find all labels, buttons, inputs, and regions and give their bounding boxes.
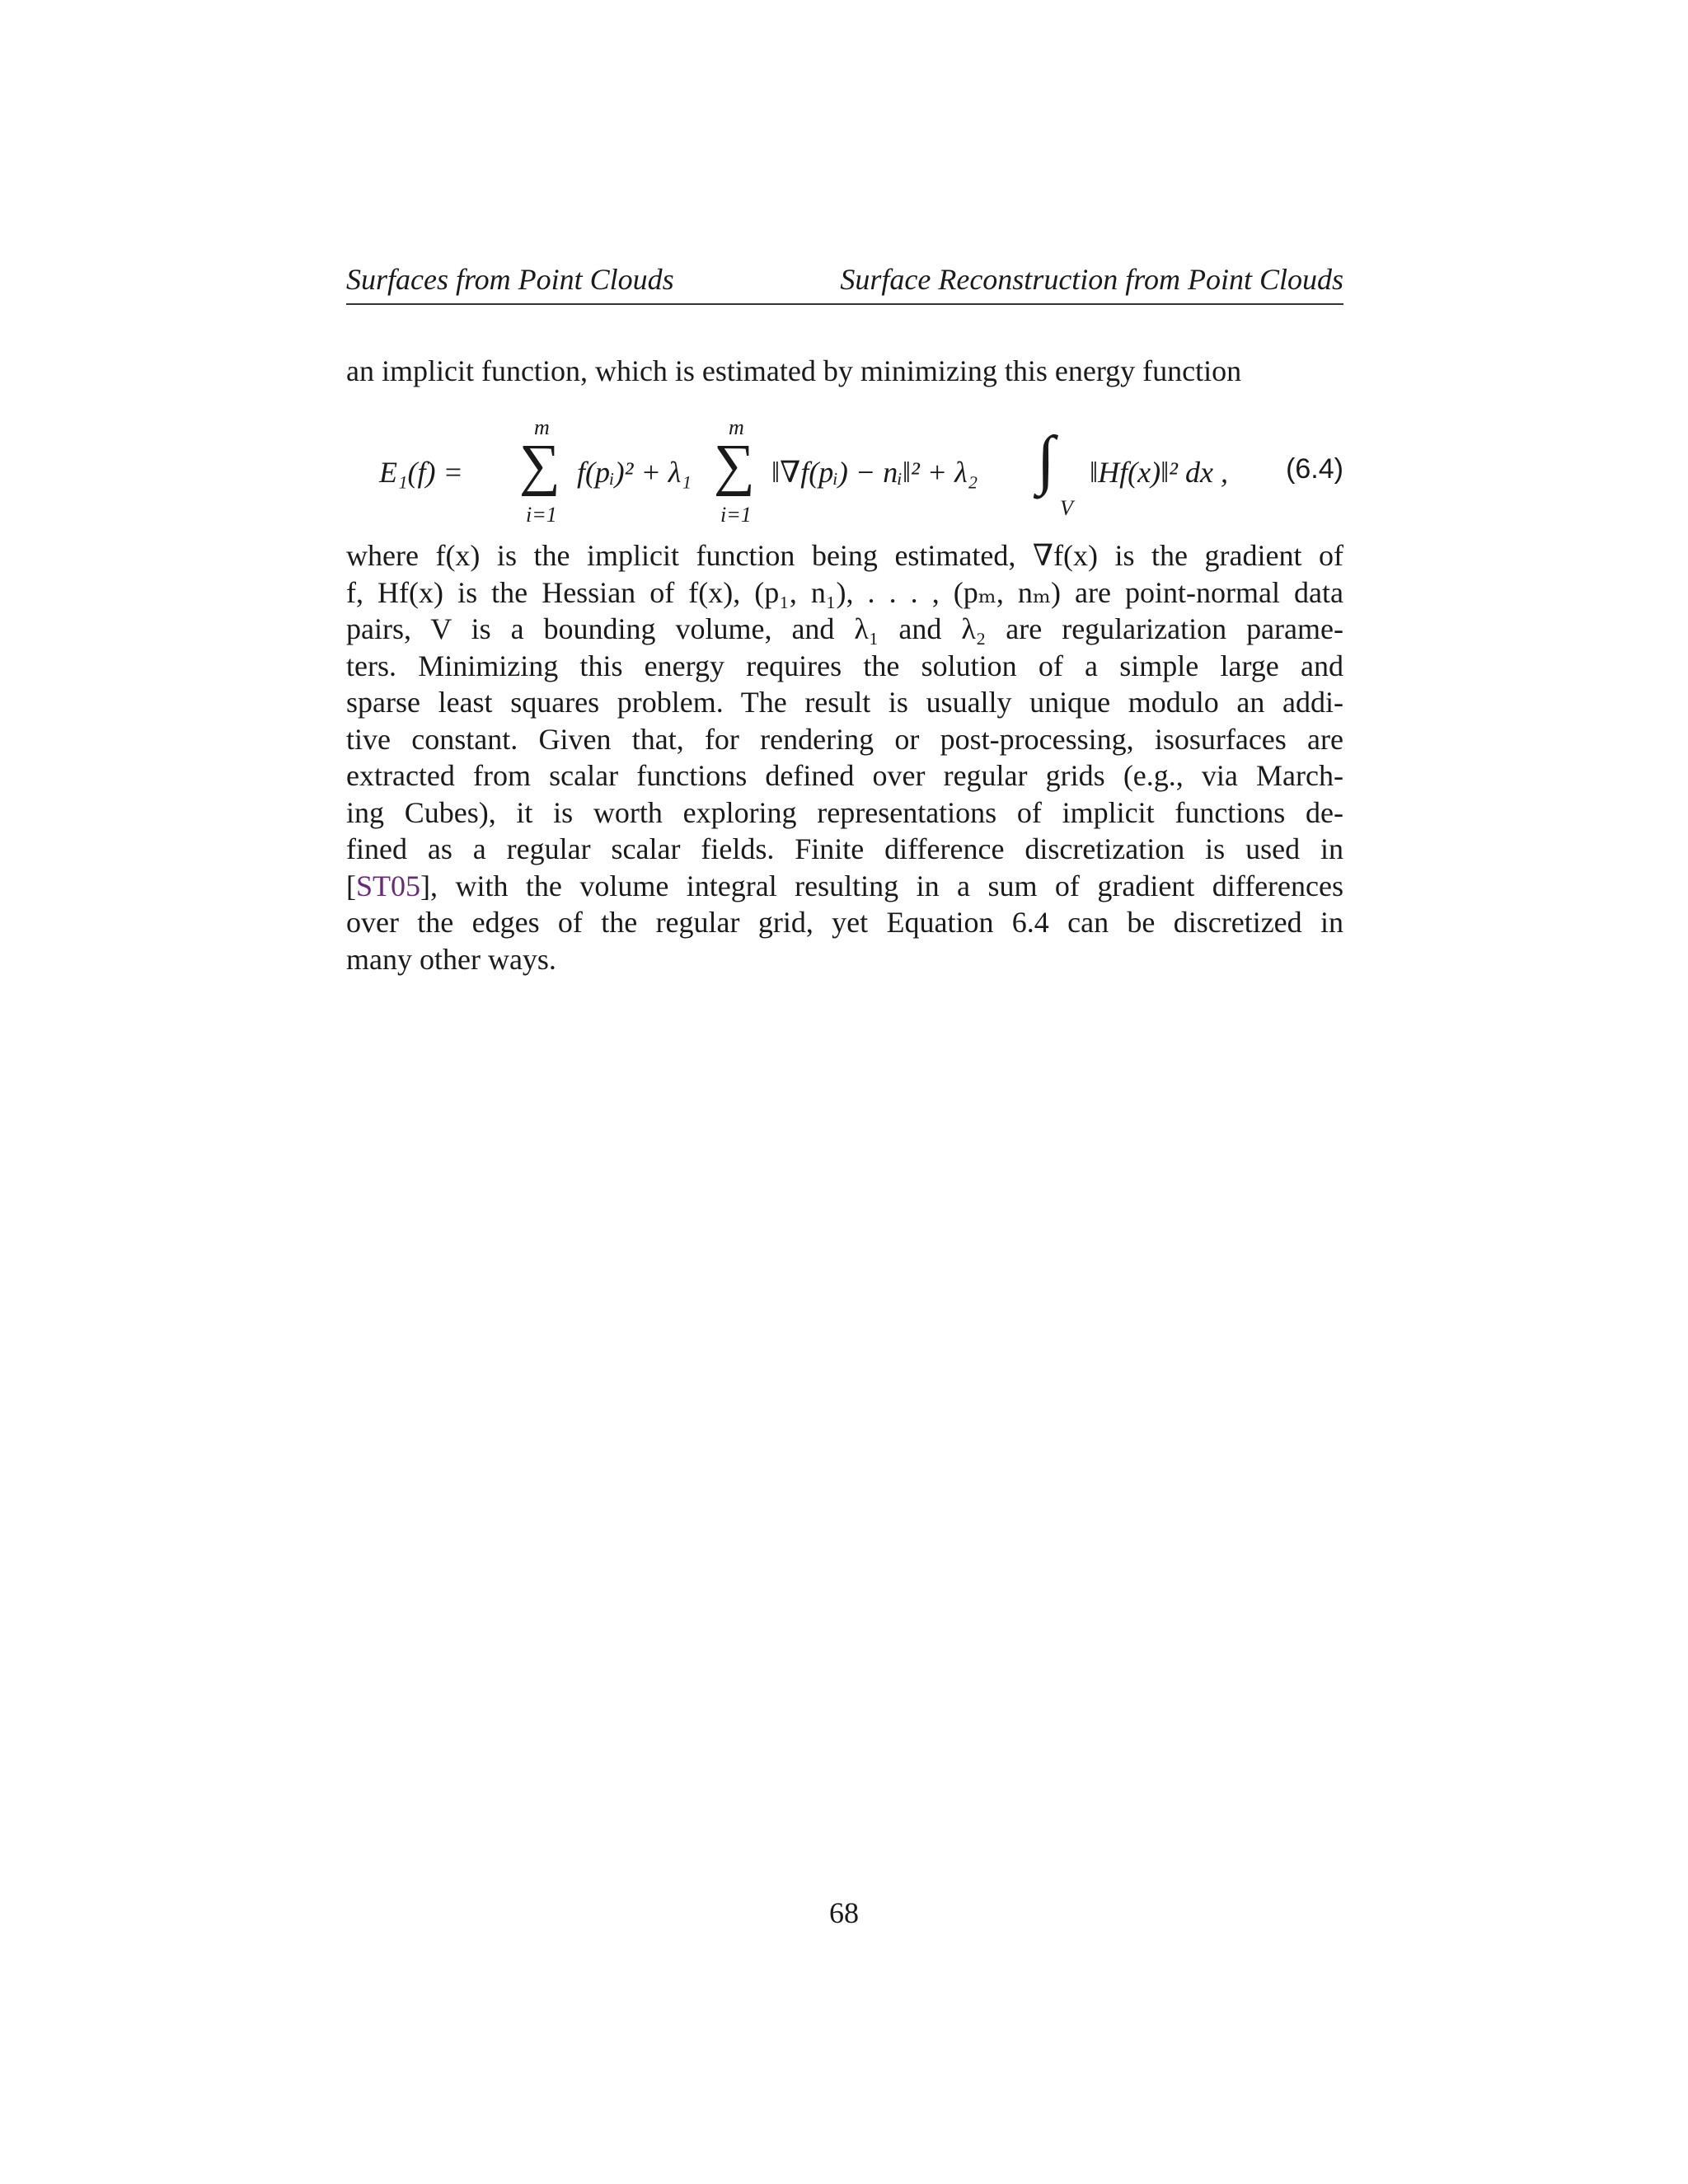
body-line: ing Cubes), it is worth exploring representations of implicit functions de-	[346, 795, 1343, 829]
body-line: pairs, V is a bounding volume, and λ₁ and λ₂ are regularization parame-	[346, 612, 1343, 645]
equation-number: (6.4)	[1286, 453, 1343, 485]
body-line-text: ], with the volume integral resulting in a sum of gradient differences	[420, 869, 1343, 902]
header-chapter-title: Surfaces from Point Clouds	[346, 263, 674, 296]
body-line: over the edges of the regular grid, yet Equation 6.4 can be discretized in	[346, 906, 1343, 939]
page-number: 68	[829, 1896, 859, 1929]
body-line: fined as a regular scalar fields. Finite difference discretization is used in	[346, 832, 1343, 865]
header-section-title: Surface Reconstruction from Point Clouds	[840, 263, 1343, 296]
body-line: f, Hf(x) is the Hessian of f(x), (p₁, n₁), . . . , (pₘ, nₘ) are point-normal data	[346, 575, 1343, 609]
intro-paragraph	[346, 353, 1343, 390]
citation-link-st05[interactable]: ST05	[356, 869, 421, 902]
equation-lhs: E₁(f) =	[379, 456, 463, 489]
body-line-last: many other ways.	[346, 942, 556, 976]
sum2-lower-limit: i=1	[720, 503, 752, 527]
sum1-upper-limit: m	[534, 415, 550, 439]
body-line: sparse least squares problem. The result is usually unique modulo an addi-	[346, 686, 1343, 719]
equation-term2: ‖∇f(pᵢ) − nᵢ‖² + λ₂	[771, 456, 978, 489]
body-paragraph	[346, 537, 1343, 977]
body-line: extracted from scalar functions defined over regular grids (e.g., via March-	[346, 759, 1343, 792]
sum-symbol: ∑	[714, 434, 755, 497]
citation-bracket-open: [	[346, 869, 356, 902]
intro-line: an implicit function, which is estimated by minimizing this energy function	[346, 354, 1242, 387]
running-header	[346, 262, 1343, 305]
integral-symbol: ∫	[1037, 424, 1055, 496]
sum2-upper-limit: m	[729, 415, 744, 439]
equation-term3: ‖Hf(x)‖² dx ,	[1090, 456, 1228, 489]
body-line-with-citation	[346, 868, 1343, 905]
body-line: tive constant. Given that, for rendering or post-processing, isosurfaces are	[346, 722, 1343, 756]
body-line: ters. Minimizing this energy requires the solution of a simple large and	[346, 649, 1343, 682]
sum1-lower-limit: i=1	[526, 503, 557, 527]
integral-lower-limit: V	[1060, 496, 1073, 520]
body-line: where f(x) is the implicit function being estimated, ∇f(x) is the gradient of	[346, 539, 1343, 572]
equation-term1: f(pᵢ)² + λ₁	[577, 456, 692, 489]
equation-6-4	[346, 415, 1343, 527]
sum-symbol: ∑	[519, 434, 560, 497]
